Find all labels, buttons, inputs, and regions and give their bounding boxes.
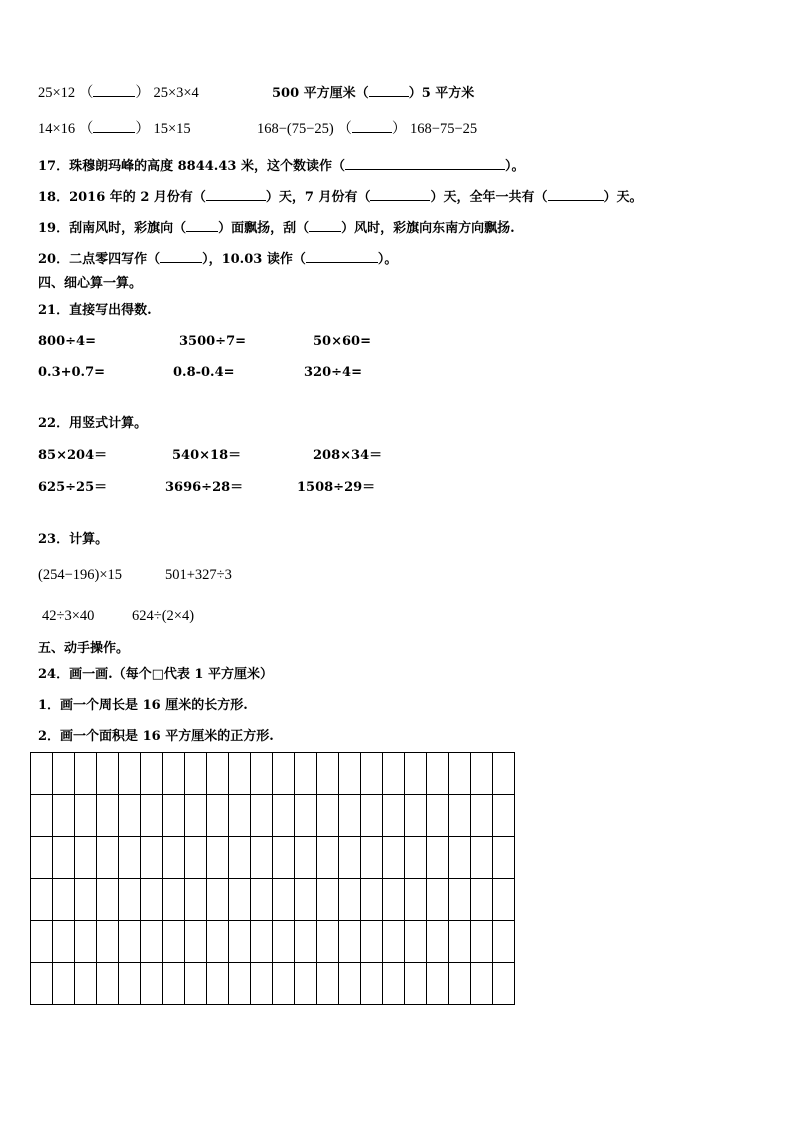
grid-cell[interactable] xyxy=(471,921,493,963)
grid-cell[interactable] xyxy=(361,795,383,837)
grid-cell[interactable] xyxy=(427,879,449,921)
grid-cell[interactable] xyxy=(251,753,273,795)
grid-cell[interactable] xyxy=(339,795,361,837)
compare-expr: 168−(75−25) xyxy=(257,121,334,137)
grid-cell[interactable] xyxy=(317,837,339,879)
grid-cell[interactable] xyxy=(75,837,97,879)
grid-cell[interactable] xyxy=(141,963,163,1005)
question-text: 19．刮南风时，彩旗向（ xyxy=(38,221,187,236)
grid-cell[interactable] xyxy=(75,921,97,963)
grid-cell[interactable] xyxy=(339,837,361,879)
grid-cell[interactable] xyxy=(229,963,251,1005)
paren-close: ） xyxy=(135,121,150,137)
grid-cell[interactable] xyxy=(229,879,251,921)
drawing-grid[interactable] xyxy=(30,752,518,1006)
paren-close: ） xyxy=(135,85,150,101)
grid-cell[interactable] xyxy=(317,963,339,1005)
question-text: ），10.03 读作（ xyxy=(202,252,306,267)
grid-cell[interactable] xyxy=(185,795,207,837)
grid-cell[interactable] xyxy=(493,795,515,837)
grid-cell[interactable] xyxy=(75,963,97,1005)
question-text: 17．珠穆朗玛峰的高度 8844.43 米，这个数读作（ xyxy=(38,159,345,174)
answer-blank[interactable] xyxy=(309,219,341,232)
grid-cell[interactable] xyxy=(75,879,97,921)
grid-cell[interactable] xyxy=(405,963,427,1005)
question-text: ）天。 xyxy=(603,190,643,205)
grid-cell[interactable] xyxy=(229,753,251,795)
grid-cell[interactable] xyxy=(295,837,317,879)
grid-cell[interactable] xyxy=(97,837,119,879)
question-21-title: 21．直接写出得数. xyxy=(38,303,152,318)
grid-cell[interactable] xyxy=(141,795,163,837)
question-19 xyxy=(38,219,515,237)
grid-cell[interactable] xyxy=(207,963,229,1005)
question-text: 20．二点零四写作（ xyxy=(38,252,161,267)
grid-cell[interactable] xyxy=(383,795,405,837)
grid-cell[interactable] xyxy=(361,963,383,1005)
grid-cell[interactable] xyxy=(317,795,339,837)
grid-cell[interactable] xyxy=(185,879,207,921)
grid-cell[interactable] xyxy=(449,753,471,795)
grid-cell[interactable] xyxy=(449,879,471,921)
grid-cell[interactable] xyxy=(163,879,185,921)
grid-cell[interactable] xyxy=(207,879,229,921)
grid-cell[interactable] xyxy=(383,753,405,795)
question-18 xyxy=(38,188,643,206)
question-23-title: 23．计算。 xyxy=(38,532,109,547)
question-text: ）面飘扬，刮（ xyxy=(218,221,310,236)
grid-cell[interactable] xyxy=(493,753,515,795)
grid-cell[interactable] xyxy=(53,837,75,879)
grid-cell[interactable] xyxy=(295,795,317,837)
grid-cell[interactable] xyxy=(339,921,361,963)
grid-cell[interactable] xyxy=(75,795,97,837)
question-text: ）。 xyxy=(504,159,525,174)
grid-cell[interactable] xyxy=(119,921,141,963)
compare-expr: 15×15 xyxy=(153,121,191,137)
compare-expr: 168−75−25 xyxy=(410,121,478,137)
compare-row1-right xyxy=(272,84,474,102)
grid-cell[interactable] xyxy=(53,753,75,795)
question-text: ）风时，彩旗向东南方向飘扬. xyxy=(341,221,515,236)
grid-cell[interactable] xyxy=(361,837,383,879)
calc-item: 3696÷28＝ xyxy=(165,480,244,495)
calc-item: 800÷4= xyxy=(38,334,96,349)
grid-cell[interactable] xyxy=(383,921,405,963)
grid-cell[interactable] xyxy=(163,921,185,963)
paren-open: （ xyxy=(337,121,352,137)
grid-cell[interactable] xyxy=(53,879,75,921)
answer-blank[interactable] xyxy=(160,250,202,263)
compare-expr: 25×3×4 xyxy=(153,85,199,101)
answer-blank[interactable] xyxy=(186,219,218,232)
grid-cell[interactable] xyxy=(449,837,471,879)
grid-cell[interactable] xyxy=(185,837,207,879)
calc-item: 50×60= xyxy=(313,334,371,349)
question-text: ）。 xyxy=(377,252,398,267)
grid-cell[interactable] xyxy=(251,795,273,837)
grid-cell[interactable] xyxy=(207,837,229,879)
grid-cell[interactable] xyxy=(251,921,273,963)
answer-blank[interactable] xyxy=(93,120,135,133)
grid-cell[interactable] xyxy=(493,879,515,921)
paren-open: （ xyxy=(78,121,94,137)
question-20 xyxy=(38,250,397,268)
grid-cell[interactable] xyxy=(53,963,75,1005)
grid-cell[interactable] xyxy=(361,879,383,921)
grid-cell[interactable] xyxy=(295,879,317,921)
calc-item: 1508÷29＝ xyxy=(297,480,376,495)
grid-cell[interactable] xyxy=(405,753,427,795)
grid-cell[interactable] xyxy=(471,795,493,837)
grid-cell[interactable] xyxy=(317,753,339,795)
calc-item: 625÷25＝ xyxy=(38,480,108,495)
grid-cell[interactable] xyxy=(119,837,141,879)
question-22-title: 22．用竖式计算。 xyxy=(38,416,148,431)
section-5-heading: 五、动手操作。 xyxy=(38,641,130,656)
answer-blank[interactable] xyxy=(370,188,430,201)
compare-row2-right xyxy=(257,120,477,137)
calc-item: 320÷4= xyxy=(304,365,362,380)
calc-item: 0.3+0.7= xyxy=(38,365,106,380)
grid-cell[interactable] xyxy=(405,921,427,963)
grid-cell[interactable] xyxy=(31,795,53,837)
grid-cell[interactable] xyxy=(339,753,361,795)
compare-expr: 25×12 xyxy=(38,85,76,101)
grid-cell[interactable] xyxy=(185,753,207,795)
grid-cell[interactable] xyxy=(383,837,405,879)
grid-cell[interactable] xyxy=(427,837,449,879)
grid-cell[interactable] xyxy=(163,795,185,837)
grid-cell[interactable] xyxy=(295,753,317,795)
grid-cell[interactable] xyxy=(471,753,493,795)
grid-cell[interactable] xyxy=(273,879,295,921)
grid-cell[interactable] xyxy=(141,879,163,921)
grid-cell[interactable] xyxy=(405,837,427,879)
paren-open: （ xyxy=(78,85,94,101)
grid-cell[interactable] xyxy=(229,837,251,879)
paren-open: （ xyxy=(355,86,369,101)
grid-cell[interactable] xyxy=(119,963,141,1005)
grid-cell[interactable] xyxy=(53,921,75,963)
grid-cell[interactable] xyxy=(361,921,383,963)
grid-cell[interactable] xyxy=(251,879,273,921)
grid-cell[interactable] xyxy=(119,753,141,795)
grid-cell[interactable] xyxy=(405,879,427,921)
grid-cell[interactable] xyxy=(31,753,53,795)
grid-cell[interactable] xyxy=(295,921,317,963)
grid-cell[interactable] xyxy=(449,921,471,963)
grid-cell[interactable] xyxy=(273,963,295,1005)
grid-cell[interactable] xyxy=(273,795,295,837)
grid-cell[interactable] xyxy=(339,879,361,921)
question-text: 18．2016 年的 2 月份有（ xyxy=(38,190,206,205)
grid-cell[interactable] xyxy=(383,879,405,921)
grid-cell[interactable] xyxy=(251,837,273,879)
grid-cell[interactable] xyxy=(97,963,119,1005)
grid-cell[interactable] xyxy=(141,753,163,795)
grid-cell[interactable] xyxy=(383,963,405,1005)
grid-cell[interactable] xyxy=(449,795,471,837)
grid-cell[interactable] xyxy=(273,837,295,879)
grid-cell[interactable] xyxy=(427,795,449,837)
grid-cell[interactable] xyxy=(229,795,251,837)
calc-item: 85×204＝ xyxy=(38,448,108,463)
grid-cell[interactable] xyxy=(207,753,229,795)
grid-cell[interactable] xyxy=(31,921,53,963)
grid-cell[interactable] xyxy=(97,795,119,837)
compare-expr: 500 平方厘米 xyxy=(272,86,356,101)
answer-blank[interactable] xyxy=(306,250,378,263)
grid-cell[interactable] xyxy=(317,879,339,921)
calc-item: 208×34＝ xyxy=(313,448,383,463)
section-4-heading: 四、细心算一算。 xyxy=(38,276,143,291)
question-text: ）天，全年一共有（ xyxy=(430,190,548,205)
grid-cell[interactable] xyxy=(53,795,75,837)
calc-item: (254−196)×15 xyxy=(38,567,123,583)
grid-cell[interactable] xyxy=(163,963,185,1005)
grid-cell[interactable] xyxy=(493,837,515,879)
grid-cell[interactable] xyxy=(251,963,273,1005)
grid-cell[interactable] xyxy=(31,879,53,921)
calc-item: 42÷3×40 xyxy=(42,608,95,624)
question-24-sub-2: 2．画一个面积是 16 平方厘米的正方形. xyxy=(38,729,274,744)
answer-blank[interactable] xyxy=(93,84,135,97)
grid-cell[interactable] xyxy=(317,921,339,963)
grid-cell[interactable] xyxy=(163,753,185,795)
grid-cell[interactable] xyxy=(97,921,119,963)
grid-cell[interactable] xyxy=(471,879,493,921)
answer-blank[interactable] xyxy=(206,188,266,201)
answer-blank[interactable] xyxy=(548,188,604,201)
answer-blank[interactable] xyxy=(369,84,409,97)
grid-cell[interactable] xyxy=(295,963,317,1005)
grid-cell[interactable] xyxy=(141,921,163,963)
answer-blank[interactable] xyxy=(345,157,505,170)
grid-cell[interactable] xyxy=(493,921,515,963)
grid-cell[interactable] xyxy=(207,795,229,837)
grid-cell[interactable] xyxy=(427,753,449,795)
grid-cell[interactable] xyxy=(229,921,251,963)
grid-cell[interactable] xyxy=(273,753,295,795)
grid-cell[interactable] xyxy=(471,837,493,879)
grid-cell[interactable] xyxy=(339,963,361,1005)
answer-blank[interactable] xyxy=(352,120,392,133)
grid-cell[interactable] xyxy=(449,963,471,1005)
grid-cell[interactable] xyxy=(163,837,185,879)
grid-cell[interactable] xyxy=(185,963,207,1005)
calc-item: 0.8-0.4= xyxy=(173,365,235,380)
grid-cell[interactable] xyxy=(97,753,119,795)
question-24-sub-1: 1．画一个周长是 16 厘米的长方形. xyxy=(38,698,248,713)
question-24-title: 24．画一画.（每个□代表 1 平方厘米） xyxy=(38,667,273,682)
grid-cell[interactable] xyxy=(31,837,53,879)
calc-item: 540×18＝ xyxy=(172,448,242,463)
question-text: ）天，7 月份有（ xyxy=(265,190,371,205)
grid-cell[interactable] xyxy=(493,963,515,1005)
grid-cell[interactable] xyxy=(405,795,427,837)
grid-cell[interactable] xyxy=(97,879,119,921)
grid-cell[interactable] xyxy=(75,753,97,795)
paren-close: ） xyxy=(391,121,407,137)
calc-item: 3500÷7= xyxy=(179,334,247,349)
compare-row2-left xyxy=(38,120,191,137)
grid-cell[interactable] xyxy=(361,753,383,795)
grid-cell[interactable] xyxy=(119,795,141,837)
compare-row1-left xyxy=(38,84,199,101)
grid-cell[interactable] xyxy=(185,921,207,963)
calc-item: 501+327÷3 xyxy=(165,567,232,583)
grid-cell[interactable] xyxy=(273,921,295,963)
compare-expr: 5 平方米 xyxy=(421,86,475,101)
grid-cell[interactable] xyxy=(427,921,449,963)
grid-cell[interactable] xyxy=(427,963,449,1005)
grid-cell[interactable] xyxy=(119,879,141,921)
grid-cell[interactable] xyxy=(207,921,229,963)
question-17 xyxy=(38,157,524,175)
grid-cell[interactable] xyxy=(141,837,163,879)
grid-cell[interactable] xyxy=(471,963,493,1005)
paren-close: ） xyxy=(408,86,422,101)
compare-expr: 14×16 xyxy=(38,121,76,137)
calc-item: 624÷(2×4) xyxy=(132,608,195,624)
grid-cell[interactable] xyxy=(31,963,53,1005)
